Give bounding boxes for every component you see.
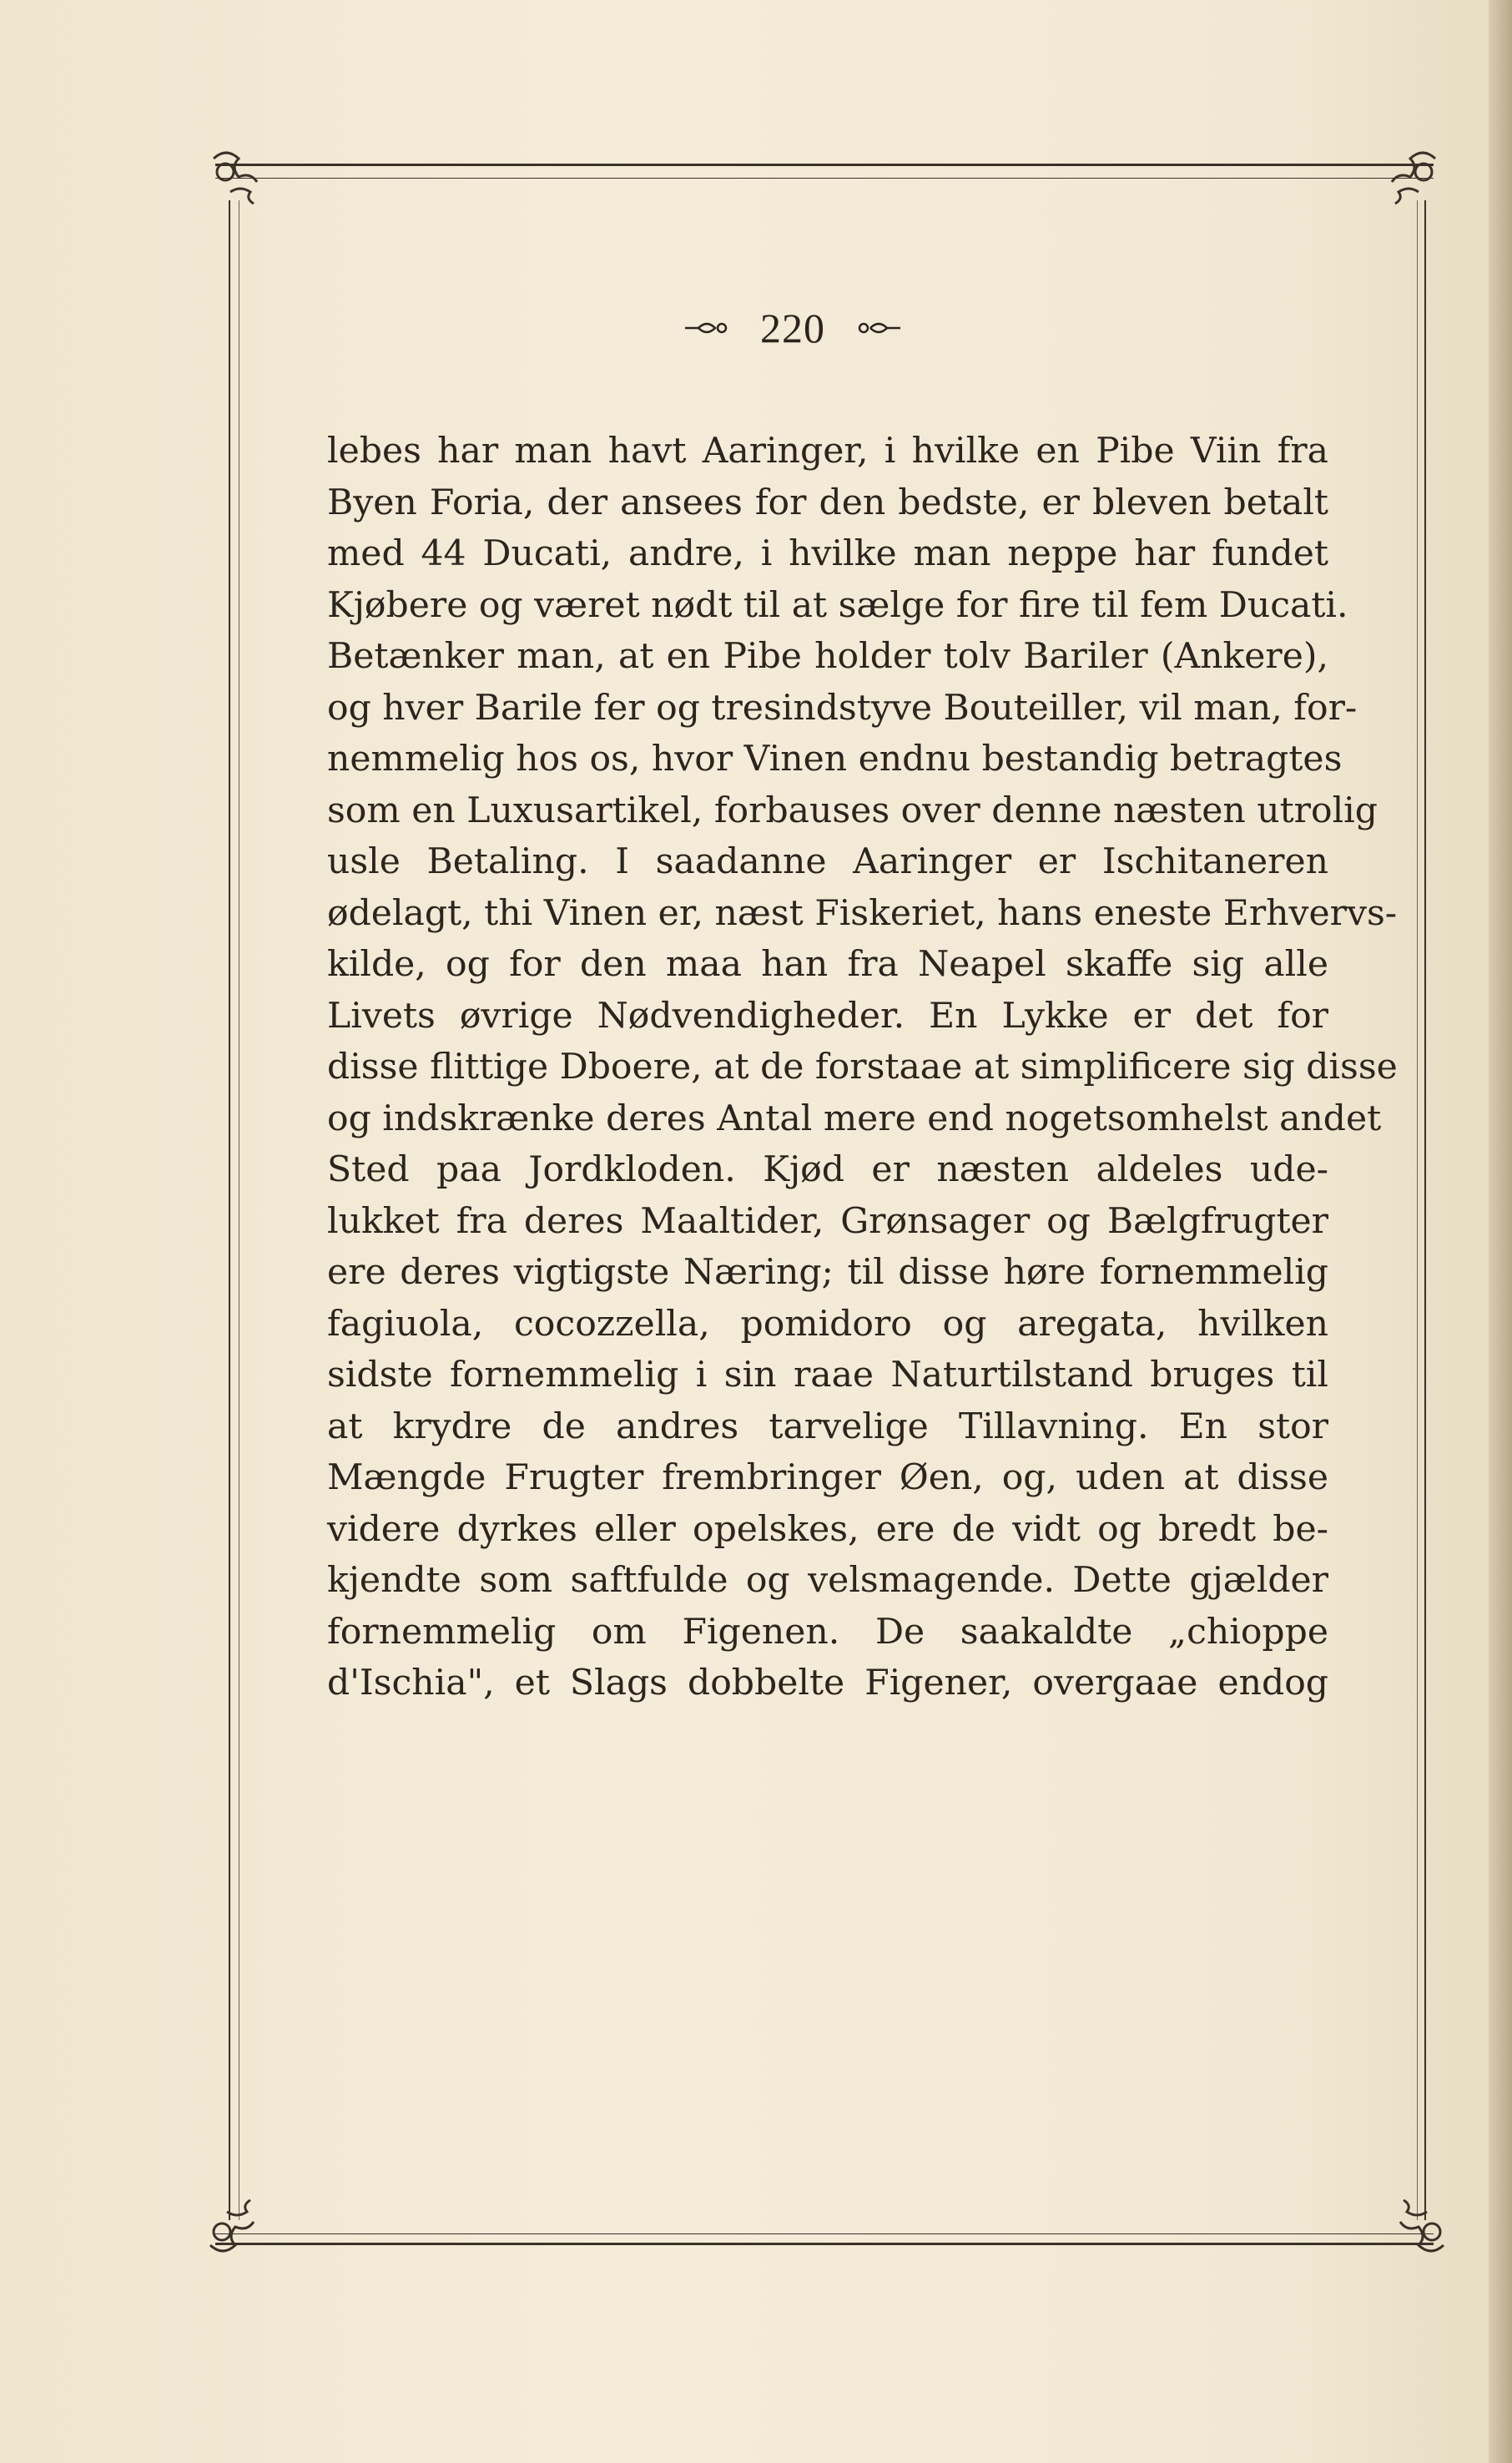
text-line: Kjøbere og været nødt til at sælge for fire til fem Ducati. [327,584,1348,626]
frame-border-top [215,164,1434,179]
text-line: lebes har man havt Aaringer, i hvilke en Pibe Viin fra [327,431,1328,472]
text-line: Betænker man, at en Pibe holder tolv Bariler (Ankere), [327,636,1328,677]
text-line: fornemmelig om Figenen. De saakaldte „chioppe [327,1611,1328,1653]
text-line: lukket fra deres Maaltider, Grønsager og Bælgfrugter [327,1200,1328,1242]
text-line: d'Ischia", et Slags dobbelte Figener, overgaae endog [327,1663,1328,1703]
frame-border-left [229,200,239,2220]
text-line: at krydre de andres tarvelige Tillavning. En stor [327,1406,1328,1447]
text-line: Byen Foria, der ansees for den bedste, er bleven betalt [327,482,1328,523]
text-line: Livets øvrige Nødvendigheder. En Lykke er det for [327,995,1328,1037]
frame-border-bottom [215,2233,1434,2245]
text-line: videre dyrkes eller opelskes, ere de vidt og bredt be- [327,1508,1328,1550]
text-line: og indskrænke deres Antal mere end nogetsomhelst andet [327,1098,1382,1139]
text-line: og hver Barile fer og tresindstyve Bouteiller, vil man, for- [327,687,1358,729]
page-number: 220 [760,305,825,351]
text-line: Sted paa Jordkloden. Kjød er næsten aldeles ude- [327,1149,1328,1190]
text-line: sidste fornemmelig i sin raae Naturtilstand bruges til [327,1355,1328,1396]
text-line: ødelagt, thi Vinen er, næst Fiskeriet, hans eneste Erhvervs- [327,892,1398,934]
text-line: nemmelig hos os, hvor Vinen endnu bestandig betragtes [327,739,1343,780]
left-ornament-icon [682,318,732,338]
corner-flourish-icon [197,142,289,234]
body-text [327,426,1398,1709]
right-ornament-icon [854,318,904,338]
corner-flourish-icon [1360,142,1452,234]
text-line: disse flittige Dboere, at de forstaae at simplificere sig disse [327,1047,1398,1088]
page-gutter [1489,0,1512,2463]
text-line: fagiuola, cocozzella, pomidoro og aregata, hvilken [327,1303,1328,1345]
page-header [501,299,1085,357]
text-line: med 44 Ducati, andre, i hvilke man neppe har fundet [327,533,1328,574]
text-line: kjendte som saftfulde og velsmagende. Dette gjælder [327,1560,1328,1601]
text-line: Mængde Frugter frembringer Øen, og, uden at disse [327,1457,1328,1498]
text-line: som en Luxusartikel, forbauses over denne næsten utrolig [327,790,1378,831]
corner-flourish-icon [1368,2170,1460,2262]
corner-flourish-icon [194,2170,285,2262]
text-line: ere deres vigtigste Næring; til disse høre fornemmelig [327,1252,1328,1293]
text-line: kilde, og for den maa han fra Neapel skaffe sig alle [327,944,1328,985]
text-line: usle Betaling. I saadanne Aaringer er Ischitaneren [327,841,1328,882]
frame-border-right [1417,200,1426,2220]
